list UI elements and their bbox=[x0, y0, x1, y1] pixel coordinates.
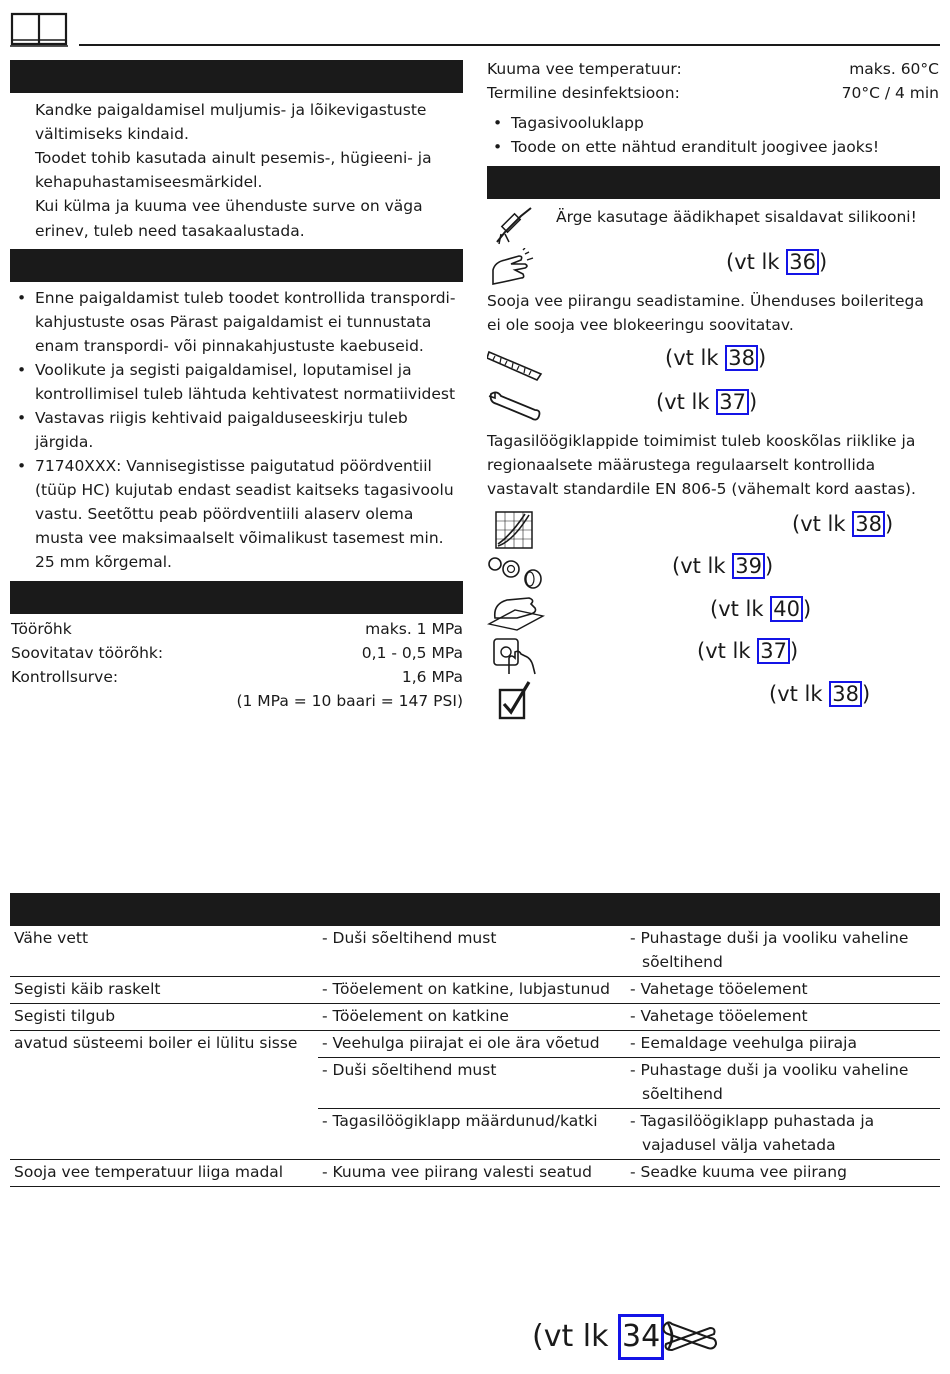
install-line: • Vastavas riigis kehtivaid paigalduseeskirju tuleb bbox=[35, 409, 408, 427]
ref-suffix: ) bbox=[757, 346, 767, 370]
tech-row bbox=[11, 617, 463, 641]
install-line: vastu. Seetõttu peab pöördventiili alaserv olema bbox=[35, 505, 414, 523]
silicone-gun-icon bbox=[491, 204, 535, 246]
header-rule bbox=[79, 44, 940, 46]
cause-cell: - Veehulga piirajat ei ole ära võetud bbox=[318, 1031, 626, 1058]
ref-suffix: ) bbox=[802, 597, 812, 621]
cause-cell: - Tööelement on katkine, lubjastunud bbox=[318, 977, 626, 1004]
page-link-37[interactable]: 37 bbox=[716, 389, 749, 415]
hot-water-line: Sooja vee piirangu seadistamine. Ühenduses boileritega bbox=[487, 292, 924, 310]
flow-diagram-icon bbox=[495, 511, 533, 549]
hand-wiping-icon bbox=[487, 594, 545, 632]
page-link-37[interactable]: 37 bbox=[757, 638, 790, 664]
safety-line: kehapuhastamiseesmärkidel. bbox=[35, 173, 263, 191]
remedy-cell: - Tagasilöögiklapp puhastada ja vajadusel välja vahetada bbox=[626, 1109, 940, 1160]
install-line: enam transpordi- või pinnakahjustuste kaebuseid. bbox=[35, 337, 424, 355]
install-line: kontrollimisel tuleb lähtuda kehtivatest normatiividest bbox=[35, 385, 456, 403]
safety-section-bar bbox=[10, 60, 463, 93]
troubleshooting-section-bar bbox=[10, 893, 940, 926]
page-reference bbox=[769, 680, 870, 708]
backflow-line: Tagasilöögiklappide toimimist tuleb kooskõlas riiklike ja bbox=[487, 432, 916, 450]
hand-button-icon bbox=[491, 636, 537, 676]
features-list bbox=[487, 111, 879, 159]
page-reference bbox=[710, 595, 811, 623]
install-line: • 71740XXX: Vannisegistisse paigutatud pöördventiil bbox=[35, 457, 432, 475]
ref-suffix: ) bbox=[664, 1319, 676, 1354]
cause-cell: - Tagasilöögiklapp määrdunud/katki bbox=[318, 1109, 626, 1160]
tech-value: maks. 60°C bbox=[849, 60, 939, 78]
install-line: järgida. bbox=[35, 433, 94, 451]
safety-line: erinev, tuleb need tasakaalustada. bbox=[35, 222, 305, 240]
problem-cell: Segisti käib raskelt bbox=[10, 977, 318, 1004]
safety-line: Kandke paigaldamisel muljumis- ja lõikevigastuste bbox=[35, 101, 427, 119]
ref-prefix: (vt lk bbox=[792, 512, 853, 536]
page-reference bbox=[656, 388, 757, 416]
table-row bbox=[10, 1058, 940, 1109]
cause-cell: - Duši sõeltihend must bbox=[318, 926, 626, 977]
install-list bbox=[11, 286, 455, 574]
list-item bbox=[11, 454, 455, 574]
tech-value: 70°C / 4 min bbox=[841, 84, 939, 102]
install-line: • Enne paigaldamist tuleb toodet kontrollida transpordi- bbox=[35, 289, 456, 307]
install-line: (tüüp HC) kujutab endast seadist kaitseks tagasivoolu bbox=[35, 481, 454, 499]
table-row bbox=[10, 1031, 940, 1058]
install-line: • Voolikute ja segisti paigaldamisel, loputamisel ja bbox=[35, 361, 412, 379]
safety-line: vältimiseks kindaid. bbox=[35, 125, 189, 143]
page-link-38[interactable]: 38 bbox=[725, 345, 758, 371]
page-link-40[interactable]: 40 bbox=[770, 596, 803, 622]
tech-label: Soovitatav töörõhk: bbox=[11, 644, 164, 662]
hand-cleaning-icon bbox=[489, 248, 535, 288]
table-row bbox=[10, 1160, 940, 1187]
cause-cell: - Duši sõeltihend must bbox=[318, 1058, 626, 1109]
tech-row bbox=[11, 665, 463, 689]
problem-cell bbox=[10, 1109, 318, 1160]
wrench-icon bbox=[487, 388, 543, 424]
list-item: • Toode on ette nähtud eranditult joogivee jaoks! bbox=[487, 135, 879, 159]
ref-prefix: (vt lk bbox=[726, 250, 787, 274]
install-line: kahjustuste osas Pärast paigaldamist ei tunnustata bbox=[35, 313, 432, 331]
cause-cell: - Kuuma vee piirang valesti seatud bbox=[318, 1160, 626, 1187]
backflow-line: vastavalt standardile EN 806-5 (vähemalt kord aastas). bbox=[487, 480, 916, 498]
page-reference bbox=[672, 552, 773, 580]
page-link-38[interactable]: 38 bbox=[829, 681, 862, 707]
hot-water-line: ei ole sooja vee blokeeringu soovitatav. bbox=[487, 316, 794, 334]
ruler-icon bbox=[487, 344, 543, 384]
tech-label: Termiline desinfektsioon: bbox=[487, 84, 680, 102]
tech-label: Töörõhk bbox=[11, 620, 72, 638]
list-item bbox=[11, 358, 455, 406]
valve-parts-icon bbox=[487, 555, 545, 591]
checkbox-checked-icon bbox=[497, 680, 531, 720]
tech-note: (1 MPa = 10 baari = 147 PSI) bbox=[236, 692, 463, 710]
ref-suffix: ) bbox=[818, 250, 828, 274]
remedy-cell: - Eemaldage veehulga piiraja bbox=[626, 1031, 940, 1058]
safety-line: Kui külma ja kuuma vee ühenduste surve on väga bbox=[35, 197, 423, 215]
page-link-39[interactable]: 39 bbox=[732, 553, 765, 579]
tech-label: Kuuma vee temperatuur: bbox=[487, 60, 682, 78]
tech-row bbox=[11, 641, 463, 665]
page-reference bbox=[697, 637, 798, 665]
page-link-36[interactable]: 36 bbox=[786, 249, 819, 275]
remedy-cell: - Seadke kuuma vee piirang bbox=[626, 1160, 940, 1187]
ref-prefix: (vt lk bbox=[769, 682, 830, 706]
page-reference bbox=[726, 248, 827, 276]
silicone-note: Ärge kasutage äädikhapet sisaldavat silikooni! bbox=[556, 208, 917, 226]
remedy-cell: - Puhastage duši ja vooliku vaheline sõeltihend bbox=[626, 1058, 940, 1109]
ref-prefix: (vt lk bbox=[532, 1319, 619, 1354]
page-link-38[interactable]: 38 bbox=[852, 511, 885, 537]
install-line: musta vee maksimaalselt võimalikust tasemest min. bbox=[35, 529, 444, 547]
tech-section-bar bbox=[10, 581, 463, 614]
ref-prefix: (vt lk bbox=[665, 346, 726, 370]
remedy-cell: - Vahetage tööelement bbox=[626, 977, 940, 1004]
troubleshooting-table bbox=[10, 926, 940, 1187]
tools-icon bbox=[660, 1318, 720, 1358]
remedy-cell: - Puhastage duši ja vooliku vaheline sõeltihend bbox=[626, 926, 940, 977]
ref-suffix: ) bbox=[764, 554, 774, 578]
ref-suffix: ) bbox=[748, 390, 758, 414]
ref-prefix: (vt lk bbox=[672, 554, 733, 578]
problem-cell: Segisti tilgub bbox=[10, 1004, 318, 1031]
problem-cell: Vähe vett bbox=[10, 926, 318, 977]
tech-value: maks. 1 MPa bbox=[365, 620, 463, 638]
tech-value: 0,1 - 0,5 MPa bbox=[361, 644, 463, 662]
tech-label: Kontrollsurve: bbox=[11, 668, 119, 686]
ref-suffix: ) bbox=[884, 512, 894, 536]
table-row bbox=[10, 1004, 940, 1031]
problem-cell: avatud süsteemi boiler ei lülitu sisse bbox=[14, 1034, 298, 1052]
tech-row bbox=[487, 57, 939, 81]
cause-cell: - Tööelement on katkine bbox=[318, 1004, 626, 1031]
ref-prefix: (vt lk bbox=[656, 390, 717, 414]
remedy-cell: - Vahetage tööelement bbox=[626, 1004, 940, 1031]
table-row bbox=[10, 926, 940, 977]
install-section-bar bbox=[10, 249, 463, 282]
problem-cell bbox=[10, 1058, 318, 1109]
list-item bbox=[11, 406, 455, 454]
ref-prefix: (vt lk bbox=[710, 597, 771, 621]
ref-prefix: (vt lk bbox=[697, 639, 758, 663]
table-row bbox=[10, 977, 940, 1004]
tech-value: 1,6 MPa bbox=[401, 668, 463, 686]
list-item: • Tagasivooluklapp bbox=[487, 111, 879, 135]
problem-cell: Sooja vee temperatuur liiga madal bbox=[10, 1160, 318, 1187]
backflow-line: regionaalsete määrustega regulaarselt kontrollida bbox=[487, 456, 876, 474]
manual-book-icon bbox=[10, 10, 68, 48]
page-reference bbox=[665, 344, 766, 372]
ref-suffix: ) bbox=[861, 682, 871, 706]
tech-row bbox=[487, 81, 939, 105]
ref-suffix: ) bbox=[789, 639, 799, 663]
safety-line: Toodet tohib kasutada ainult pesemis-, hügieeni- ja bbox=[35, 149, 432, 167]
install-line: 25 mm kõrgemal. bbox=[35, 553, 172, 571]
list-item bbox=[11, 286, 455, 358]
table-row bbox=[10, 1109, 940, 1160]
footer-page-reference bbox=[532, 1314, 676, 1360]
page-reference bbox=[792, 510, 893, 538]
page-link-34[interactable]: 34 bbox=[618, 1314, 664, 1360]
service-section-bar bbox=[487, 166, 940, 199]
